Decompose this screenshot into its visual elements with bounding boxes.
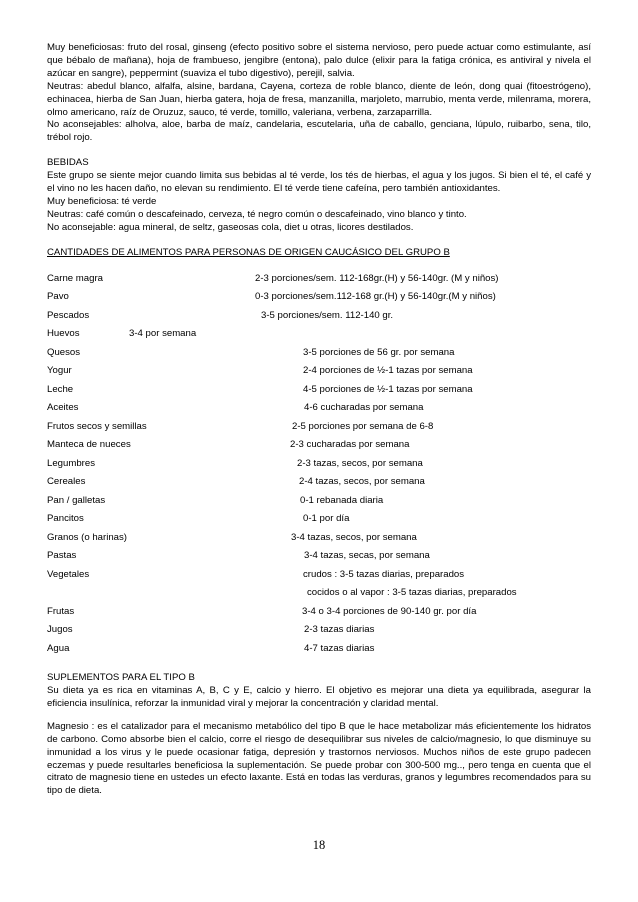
table-row xyxy=(47,566,591,585)
row-label: Pavo xyxy=(47,291,69,303)
suplementos-intro: Su dieta ya es rica en vitaminas A, B, C y E, calcio y hierro. El objetivo es mejorar una dieta ya equilibrada, asegurar la eficiencia insulínica, reforzar la inmunidad viral y mejorar la concentración y claridad mental. xyxy=(47,685,591,709)
hierbas-neutras: Neutras: abedul blanco, alfalfa, alsine, bardana, Cayena, corteza de roble blanco, diente de león, dong quai (fitoestrógeno), echinacea, hierba de San Juan, hierba gatera, hoja de fresa, manzanilla, marjoleto, marrubio, menta verde, milenrama, morera, olmo americano, raíz de Oruzuz, sauco, té verde, tomillo, valeriana, verbena, zarzaparrilla. xyxy=(47,80,591,118)
row-label: Leche xyxy=(47,383,74,395)
row-label: Cereales xyxy=(47,476,86,488)
row-value: 3-5 porciones de 56 gr. por semana xyxy=(303,346,455,358)
table-row xyxy=(47,529,591,548)
bebidas-neutras: Neutras: café común o descafeinado, cerveza, té negro común o descafeinado, vino blanco y tinto. xyxy=(47,208,467,220)
magnesio-paragraph: Magnesio : es el catalizador para el mecanismo metabólico del tipo B que le hace metabolizar más eficientemente los hidratos de carbono. Como absorbe bien el calcio, corre el riesgo de desequilibrar sus niveles de calcio/magnesio, lo que disminuye su inmunidad a los virus y le puede ocasionar fatiga, depresión y trastornos nerviosos. Muchos niños de este grupo padecen eczemas y puede resultarles beneficiosa la suplementación. Se puede probar con 300-500 mg.., pero tenga en cuenta que el citrato de magnesio tiene en ustedes un efecto laxante. Está en todas las verduras, granos y legumbres recomendados para su tipo de dieta. xyxy=(47,720,591,797)
table-row xyxy=(47,418,591,437)
bebidas-heading: BEBIDAS xyxy=(47,157,89,169)
row-value: 0-3 porciones/sem.112-168 gr.(H) y 56-140gr.(M y niños) xyxy=(255,291,496,303)
row-label: Pan / galletas xyxy=(47,494,106,506)
row-value: 4-5 porciones de ½-1 tazas por semana xyxy=(303,383,473,395)
table-row xyxy=(47,455,591,474)
row-value: 2-3 tazas diarias xyxy=(304,624,375,636)
bebidas-muy-beneficiosa: Muy beneficiosa: té verde xyxy=(47,195,157,207)
document-page xyxy=(47,42,591,798)
table-row xyxy=(47,492,591,511)
table-row xyxy=(47,362,591,381)
cantidades-heading: CANTIDADES DE ALIMENTOS PARA PERSONAS DE ORIGEN CAUCÁSICO DEL GRUPO B xyxy=(47,246,450,258)
row-label: Huevos xyxy=(47,328,80,340)
row-value: 2-5 porciones por semana de 6-8 xyxy=(292,420,434,432)
row-label: Carne magra xyxy=(47,272,103,284)
table-row xyxy=(47,436,591,455)
row-label: Pescados xyxy=(47,309,90,321)
row-value: 3-4 por semana xyxy=(129,328,197,340)
row-label: Yogur xyxy=(47,365,72,377)
row-value: cocidos o al vapor : 3-5 tazas diarias, preparados xyxy=(307,587,517,599)
row-value: 2-3 porciones/sem. 112-168gr.(H) y 56-140gr. (M y niños) xyxy=(255,272,499,284)
row-label: Frutas xyxy=(47,605,75,617)
row-label: Aceites xyxy=(47,402,79,414)
row-value: 4-7 tazas diarias xyxy=(304,642,375,654)
row-value: 3-4 tazas, secos, por semana xyxy=(291,531,417,543)
row-value: 3-4 o 3-4 porciones de 90-140 gr. por día xyxy=(302,605,477,617)
row-value: 0-1 por día xyxy=(303,513,350,525)
bebidas-no-aconsejable: No aconsejable: agua mineral, de seltz, gaseosas cola, diet u otras, licores destilados. xyxy=(47,221,414,233)
table-row xyxy=(47,288,591,307)
row-value: 3-4 tazas, secas, por semana xyxy=(304,550,430,562)
page-number: 18 xyxy=(312,838,326,852)
row-value: 2-4 tazas, secos, por semana xyxy=(299,476,425,488)
row-value: 2-4 porciones de ½-1 tazas por semana xyxy=(303,365,473,377)
table-row xyxy=(47,510,591,529)
hierbas-muy-beneficiosas: Muy beneficiosas: fruto del rosal, ginseng (efecto positivo sobre el sistema nervioso, pero puede actuar como estimulante, así que bébalo de mañana), hoja de frambueso, jengibre (entona), palo dulce (elixir para la fatiga crónica, es antiviral y nivela el azúcar en sangre), peppermint (suaviza el tubo digestivo), perejil, salvia. xyxy=(47,42,591,79)
cantidades-table xyxy=(47,270,591,659)
table-row xyxy=(47,621,591,640)
row-label: Frutos secos y semillas xyxy=(47,420,147,432)
table-row xyxy=(47,344,591,363)
table-row xyxy=(47,325,591,344)
table-row xyxy=(47,270,591,289)
table-row xyxy=(47,473,591,492)
table-row xyxy=(47,307,591,326)
table-row xyxy=(47,640,591,659)
row-label: Agua xyxy=(47,642,70,654)
table-row xyxy=(47,399,591,418)
row-value: 4-6 cucharadas por semana xyxy=(304,402,424,414)
table-row xyxy=(47,584,591,603)
row-value: crudos : 3-5 tazas diarias, preparados xyxy=(303,568,465,580)
row-label: Jugos xyxy=(47,624,73,636)
table-row xyxy=(47,603,591,622)
suplementos-heading: SUPLEMENTOS PARA EL TIPO B xyxy=(47,672,195,684)
row-value: 2-3 cucharadas por semana xyxy=(290,439,410,451)
row-label: Quesos xyxy=(47,346,81,358)
table-row xyxy=(47,547,591,566)
row-label: Granos (o harinas) xyxy=(47,531,127,543)
row-label: Manteca de nueces xyxy=(47,439,131,451)
hierbas-no-aconsejables: No aconsejables: alholva, aloe, barba de maíz, candelaria, escutelaria, uña de caballo, genciana, lúpulo, ruibarbo, sena, tilo, trébol rojo. xyxy=(47,119,591,144)
bebidas-intro: Este grupo se siente mejor cuando limita sus bebidas al té verde, los tés de hierbas, el agua y los jugos. Si bien el té, el café y el vino no les hacen daño, no elevan su rendimiento. El té verde tiene cafeína, pero también antioxidantes. xyxy=(47,170,591,195)
row-value: 3-5 porciones/sem. 112-140 gr. xyxy=(261,309,394,321)
table-row xyxy=(47,381,591,400)
row-value: 0-1 rebanada diaria xyxy=(300,494,384,506)
row-label: Vegetales xyxy=(47,568,90,580)
row-label: Legumbres xyxy=(47,457,95,469)
row-value: 2-3 tazas, secos, por semana xyxy=(297,457,423,469)
row-label: Pastas xyxy=(47,550,77,562)
row-label: Pancitos xyxy=(47,513,84,525)
